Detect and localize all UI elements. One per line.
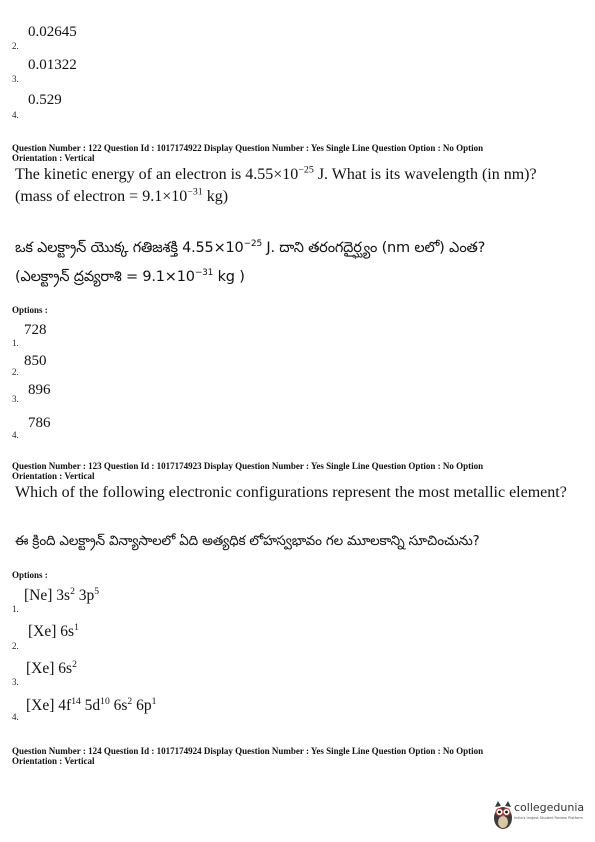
- option-number: 1.: [12, 604, 19, 614]
- question-text-telugu: (ఎలక్ట్రాన్ ద్రవ్యరాశి = $9.1\times 10^{-31}$ kg ): [15, 268, 245, 285]
- option-value: 0.529: [28, 92, 62, 108]
- question-text-english: Which of the following electronic configurations represent the most metallic element?: [15, 484, 567, 501]
- option-value: 896: [28, 382, 51, 398]
- option-number: 1.: [12, 338, 19, 348]
- option-number: 3.: [12, 677, 19, 687]
- option-value: 0.01322: [28, 57, 77, 73]
- question-meta: [12, 746, 483, 766]
- option-value: [Xe] $6s^2$: [26, 658, 77, 677]
- options-label: Options :: [12, 305, 48, 315]
- question-meta: [12, 461, 483, 481]
- question-text-telugu: ఒక ఎలక్ట్రాన్ యొక్క గతిజశక్తి $4.55\times 10^{-25}$ J. దాని తరంగదైర్ఘ్యం (nm లలో) ఎంత?: [15, 239, 486, 256]
- option-number: 4.: [12, 712, 19, 722]
- option-number: 4.: [12, 430, 19, 440]
- option-number: 2.: [12, 641, 19, 651]
- option-number: 2.: [12, 367, 19, 377]
- logo-tagline: India's largest Student Review Platform: [514, 816, 583, 820]
- option-value: 786: [28, 415, 51, 431]
- owl-mascot-icon: [492, 798, 514, 830]
- option-value: 728: [24, 322, 47, 338]
- option-value: [Xe] $4f^{14}$ $5d^{10}$ $6s^2$ $6p^1$: [26, 695, 157, 714]
- option-value: 0.02645: [28, 24, 77, 40]
- option-number: 2.: [12, 41, 19, 51]
- question-text-english: The kinetic energy of an electron is $4.55\times 10^{-25}$ J. What is its wavelength (in nm)? (mass of electron = $9.1\times 10^{-31}$ kg): [15, 164, 537, 205]
- logo-wordmark: collegedunia: [514, 801, 585, 814]
- question-meta-line: Orientation : Vertical: [12, 756, 95, 766]
- question-meta-line: Orientation : Vertical: [12, 471, 95, 481]
- question-meta-line: Question Number : 124 Question Id : 1017174924 Display Question Number : Yes Single Line Question Option : No Option: [12, 746, 484, 756]
- options-label: Options :: [12, 570, 48, 580]
- question-text-telugu: ఈ క్రింది ఎలక్ట్రాన్ విన్యాసాలలో ఏది అత్యధిక లోహస్వభావం గల మూలకాన్ని సూచించును?: [15, 533, 480, 549]
- question-meta-line: Orientation : Vertical: [12, 153, 95, 163]
- question-meta: [12, 143, 483, 163]
- question-meta-line: Question Number : 123 Question Id : 1017174923 Display Question Number : Yes Single Line Question Option : No Option: [12, 461, 484, 471]
- option-value: [Ne] $3s^2$ $3p^5$: [24, 585, 100, 604]
- option-number: 3.: [12, 394, 19, 404]
- option-value: 850: [24, 353, 47, 369]
- option-number: 4.: [12, 110, 19, 120]
- option-number: 3.: [12, 74, 19, 84]
- collegedunia-logo: [492, 796, 592, 836]
- question-meta-line: Question Number : 122 Question Id : 1017174922 Display Question Number : Yes Single Line Question Option : No Option: [12, 143, 484, 153]
- option-value: [Xe] $6s^1$: [28, 621, 79, 640]
